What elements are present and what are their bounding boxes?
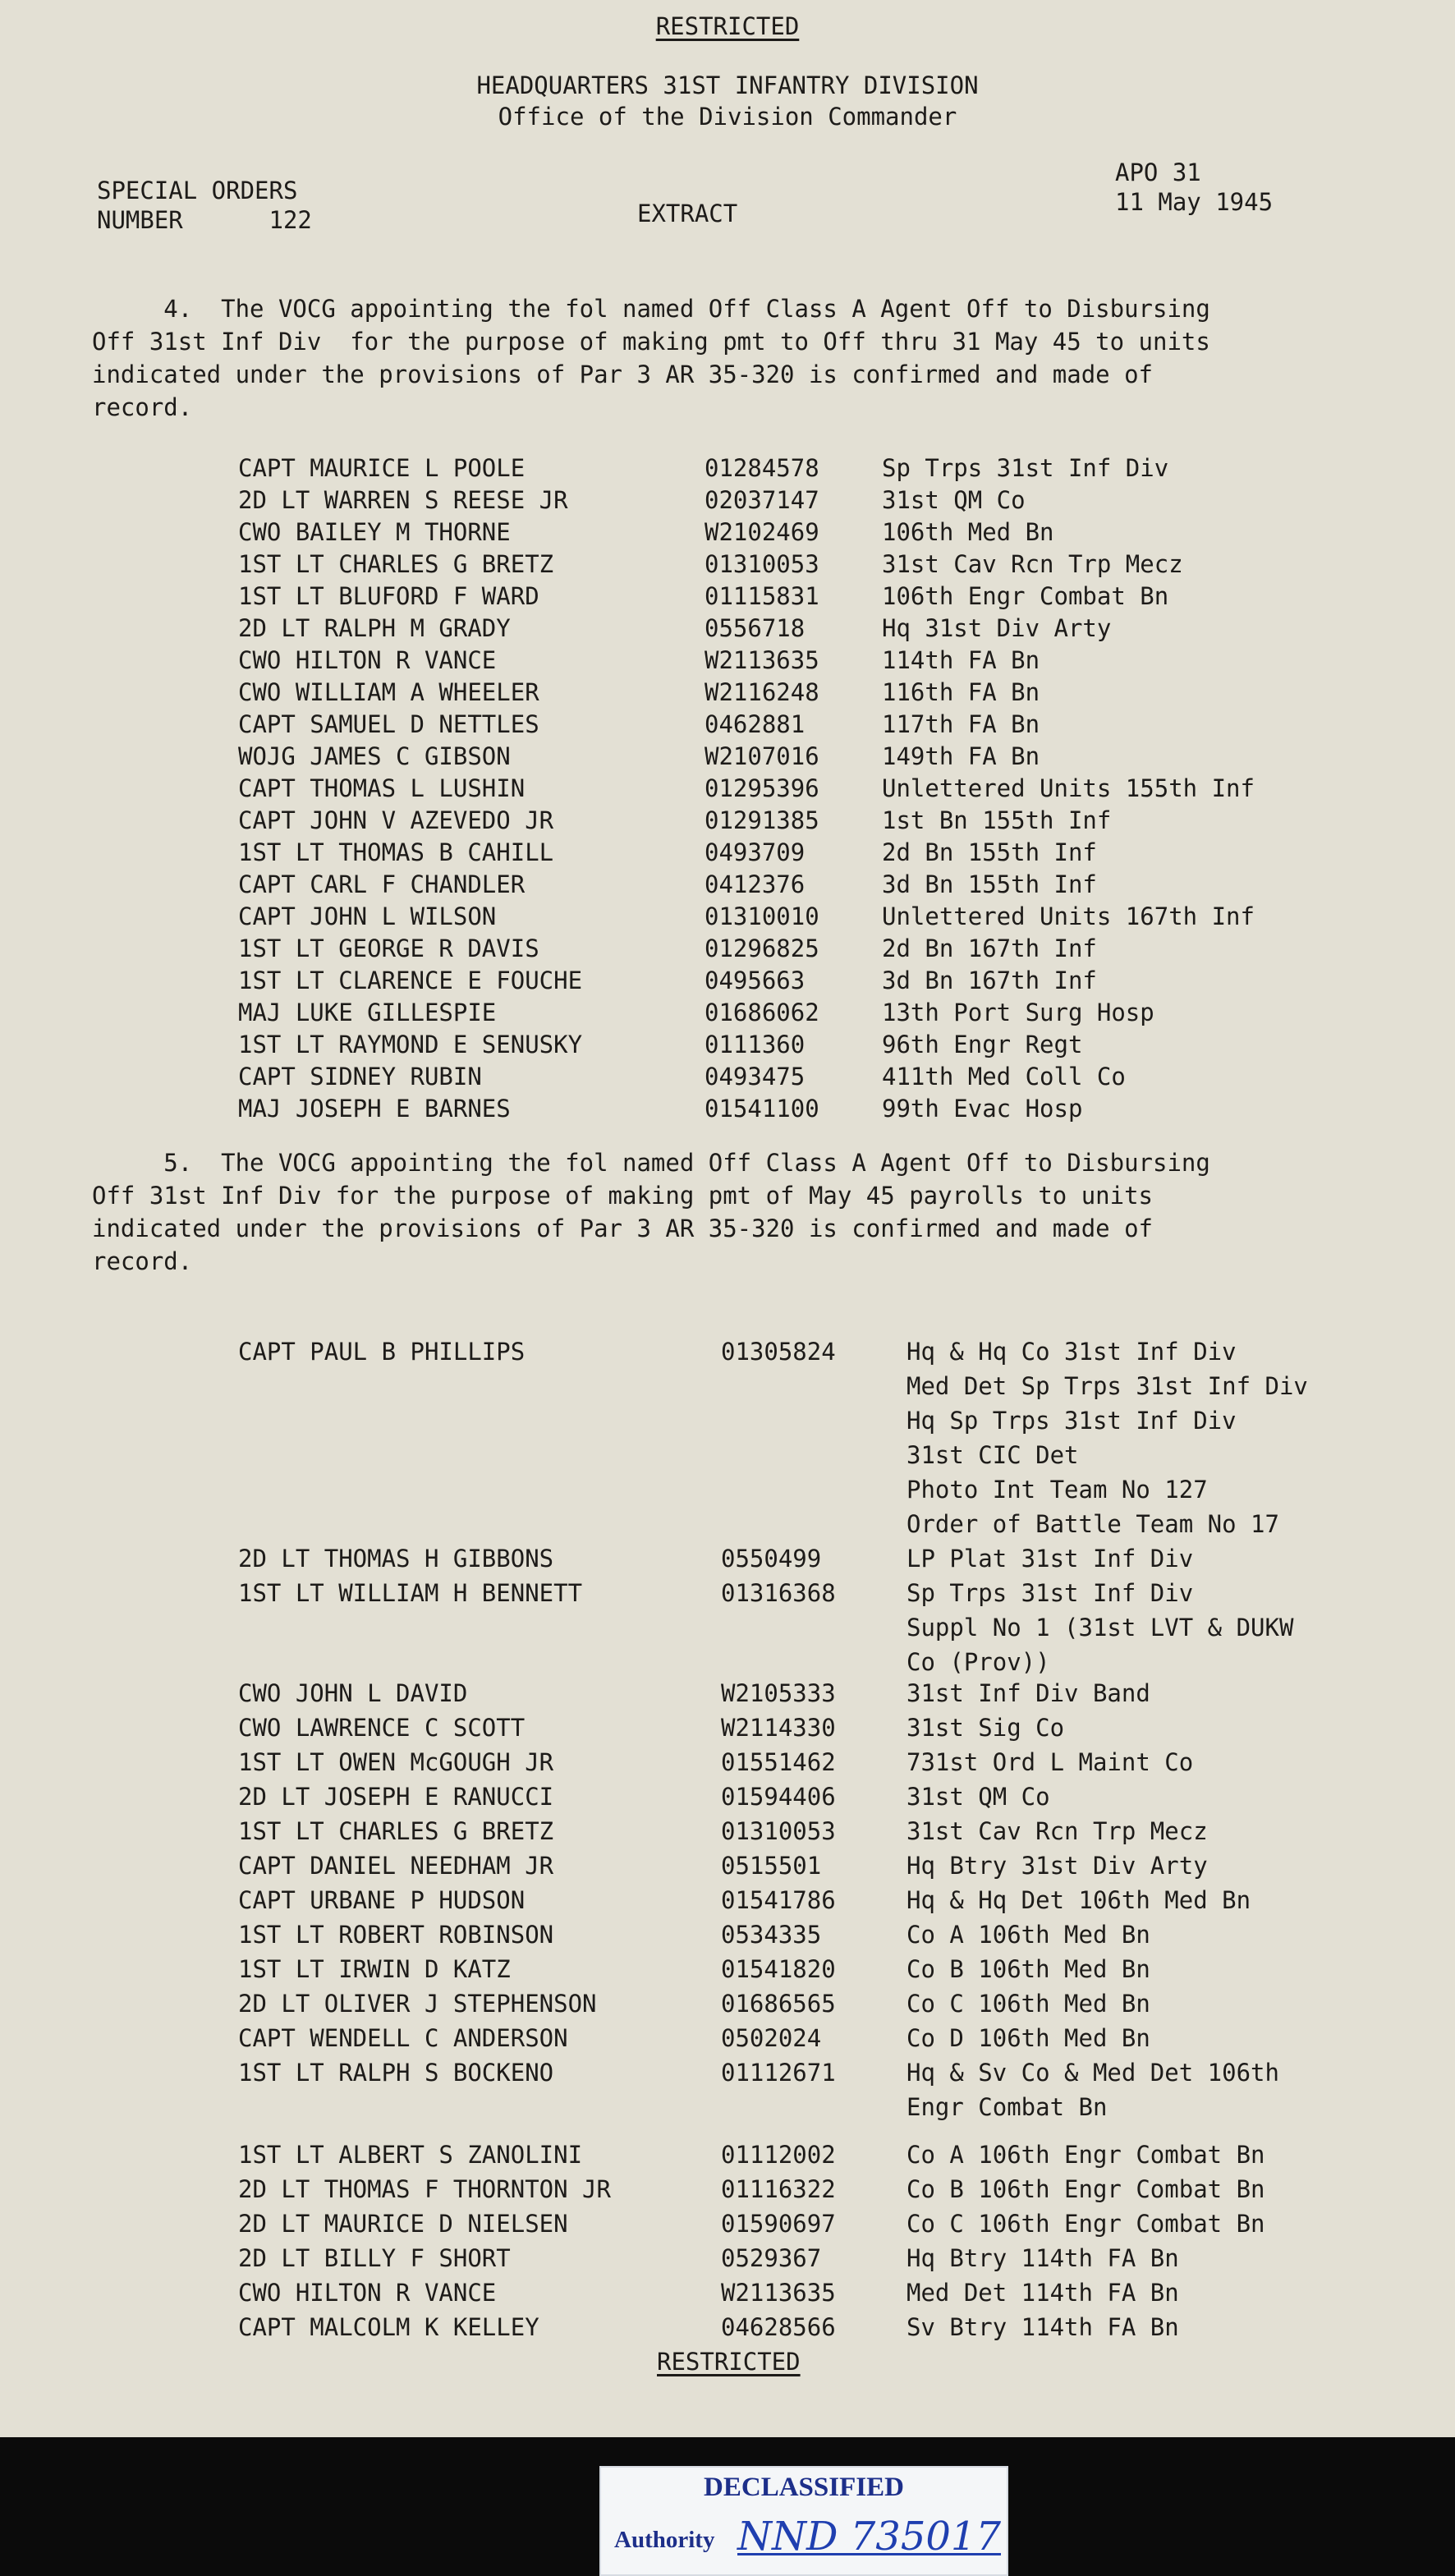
unit-name: Hq & Hq Co 31st Inf Div <box>907 1338 1237 1366</box>
unit-name: Hq Btry 31st Div Arty <box>907 1852 1208 1880</box>
hq-line-2: Office of the Division Commander <box>498 103 957 131</box>
classification-bottom: RESTRICTED <box>657 2348 801 2376</box>
table-row <box>0 2140 1455 2173</box>
unit-name: 31st QM Co <box>882 486 1026 514</box>
table-row <box>0 1613 1455 1646</box>
extract-label: EXTRACT <box>637 200 738 227</box>
unit-name: Engr Combat Bn <box>907 2093 1108 2121</box>
officer-name: WOJG JAMES C GIBSON <box>238 742 511 770</box>
unit-name: Suppl No 1 (31st LVT & DUKW <box>907 1614 1294 1642</box>
table-row <box>0 966 1455 999</box>
unit-name: Co A 106th Med Bn <box>907 1921 1150 1949</box>
table-row <box>0 934 1455 967</box>
officer-name: 2D LT RALPH M GRADY <box>238 614 511 642</box>
officer-name: CAPT MALCOLM K KELLEY <box>238 2313 539 2341</box>
serial-number: 01310053 <box>705 550 819 578</box>
table-row <box>0 2058 1455 2091</box>
table-row <box>0 2278 1455 2311</box>
officer-name: 2D LT THOMAS H GIBBONS <box>238 1545 554 1573</box>
table-row <box>0 806 1455 838</box>
table-row <box>0 1647 1455 1680</box>
serial-number: 01291385 <box>705 806 819 834</box>
serial-number: 0412376 <box>705 870 806 898</box>
unit-name: 31st CIC Det <box>907 1441 1079 1469</box>
serial-number: W2105333 <box>721 1679 836 1707</box>
serial-number: 01112002 <box>721 2141 836 2169</box>
table-row <box>0 870 1455 902</box>
table-row <box>0 1094 1455 1127</box>
serial-number: W2107016 <box>705 742 819 770</box>
officer-name: 1ST LT ALBERT S ZANOLINI <box>238 2141 583 2169</box>
unit-name: Hq Sp Trps 31st Inf Div <box>907 1407 1237 1435</box>
serial-number: 0493475 <box>705 1063 806 1091</box>
unit-name: 114th FA Bn <box>882 646 1040 674</box>
unit-name: Co D 106th Med Bn <box>907 2024 1150 2052</box>
table-row <box>0 1578 1455 1611</box>
serial-number: 0462881 <box>705 710 806 738</box>
serial-number: W2102469 <box>705 518 819 546</box>
officer-name: 1ST LT BLUFORD F WARD <box>238 582 539 610</box>
serial-number: 0550499 <box>721 1545 822 1573</box>
table-row <box>0 1337 1455 1370</box>
serial-number: 0534335 <box>721 1921 822 1949</box>
table-row <box>0 1747 1455 1780</box>
officer-name: CAPT JOHN V AZEVEDO JR <box>238 806 554 834</box>
table-row <box>0 1678 1455 1711</box>
table-row <box>0 2092 1455 2125</box>
unit-name: Hq & Hq Det 106th Med Bn <box>907 1886 1251 1914</box>
unit-name: Hq & Sv Co & Med Det 106th <box>907 2059 1279 2087</box>
unit-name: Hq 31st Div Arty <box>882 614 1112 642</box>
officer-name: CAPT CARL F CHANDLER <box>238 870 526 898</box>
declassified-stamp <box>599 2466 1008 2576</box>
unit-name: Sv Btry 114th FA Bn <box>907 2313 1179 2341</box>
unit-name: 3d Bn 167th Inf <box>882 967 1097 994</box>
table-row <box>0 1030 1455 1063</box>
serial-number: W2113635 <box>721 2279 836 2307</box>
unit-name: 31st QM Co <box>907 1783 1050 1811</box>
officer-name: MAJ LUKE GILLESPIE <box>238 999 497 1026</box>
table-row <box>0 709 1455 742</box>
serial-number: 01115831 <box>705 582 819 610</box>
table-row <box>0 2023 1455 2056</box>
unit-name: 2d Bn 155th Inf <box>882 838 1097 866</box>
unit-name: Co B 106th Med Bn <box>907 1955 1150 1983</box>
officer-name: 1ST LT CHARLES G BRETZ <box>238 550 554 578</box>
unit-name: 411th Med Coll Co <box>882 1063 1126 1091</box>
order-number: NUMBER 122 <box>97 206 312 234</box>
officer-name: CWO BAILEY M THORNE <box>238 518 511 546</box>
table-row <box>0 742 1455 774</box>
serial-number: 0515501 <box>721 1852 822 1880</box>
unit-name: Co B 106th Engr Combat Bn <box>907 2175 1265 2203</box>
unit-name: LP Plat 31st Inf Div <box>907 1545 1194 1573</box>
table-row <box>0 517 1455 550</box>
unit-name: Sp Trps 31st Inf Div <box>907 1579 1194 1607</box>
para5-line-3: indicated under the provisions of Par 3 AR 35-320 is confirmed and made of <box>92 1215 1154 1242</box>
unit-name: Sp Trps 31st Inf Div <box>882 454 1169 482</box>
officer-name: CAPT MAURICE L POOLE <box>238 454 526 482</box>
serial-number: 01686062 <box>705 999 819 1026</box>
officer-name: CAPT SAMUEL D NETTLES <box>238 710 539 738</box>
table-row <box>0 2209 1455 2242</box>
unit-name: Co C 106th Med Bn <box>907 1990 1150 2018</box>
serial-number: 01686565 <box>721 1990 836 2018</box>
unit-name: 31st Inf Div Band <box>907 1679 1150 1707</box>
unit-name: 106th Med Bn <box>882 518 1054 546</box>
serial-number: 01316368 <box>721 1579 836 1607</box>
unit-name: 106th Engr Combat Bn <box>882 582 1169 610</box>
para4-line-4: record. <box>92 393 193 421</box>
serial-number: 0111360 <box>705 1031 806 1058</box>
officer-name: 1ST LT THOMAS B CAHILL <box>238 838 554 866</box>
serial-number: 01590697 <box>721 2210 836 2238</box>
unit-name: 99th Evac Hosp <box>882 1095 1083 1123</box>
officer-name: 1ST LT GEORGE R DAVIS <box>238 934 539 962</box>
para4-line-2: Off 31st Inf Div for the purpose of making pmt to Off thru 31 May 45 to units <box>92 328 1210 356</box>
table-row <box>0 1544 1455 1577</box>
serial-number: 0495663 <box>705 967 806 994</box>
table-row <box>0 902 1455 934</box>
table-row <box>0 2174 1455 2207</box>
table-row <box>0 453 1455 486</box>
officer-name: 1ST LT CLARENCE E FOUCHE <box>238 967 583 994</box>
officer-name: CWO LAWRENCE C SCOTT <box>238 1714 526 1742</box>
officer-name: CAPT SIDNEY RUBIN <box>238 1063 482 1091</box>
serial-number: 01541100 <box>705 1095 819 1123</box>
unit-name: Co (Prov)) <box>907 1648 1050 1676</box>
unit-name: 149th FA Bn <box>882 742 1040 770</box>
table-row <box>0 1475 1455 1508</box>
officer-name: CAPT JOHN L WILSON <box>238 902 497 930</box>
officer-name: 2D LT BILLY F SHORT <box>238 2244 511 2272</box>
officer-name: 2D LT OLIVER J STEPHENSON <box>238 1990 597 2018</box>
officer-name: 1ST LT RAYMOND E SENUSKY <box>238 1031 583 1058</box>
table-row <box>0 613 1455 646</box>
serial-number: 01551462 <box>721 1748 836 1776</box>
unit-name: 3d Bn 155th Inf <box>882 870 1097 898</box>
table-row <box>0 1371 1455 1404</box>
officer-name: CWO WILLIAM A WHEELER <box>238 678 539 706</box>
serial-number: W2113635 <box>705 646 819 674</box>
table-row <box>0 1782 1455 1815</box>
unit-name: 117th FA Bn <box>882 710 1040 738</box>
apo-label: APO 31 <box>1115 158 1201 186</box>
officer-name: CAPT DANIEL NEEDHAM JR <box>238 1852 554 1880</box>
table-row <box>0 1062 1455 1095</box>
table-row <box>0 485 1455 518</box>
officer-name: CWO JOHN L DAVID <box>238 1679 468 1707</box>
serial-number: 01112671 <box>721 2059 836 2087</box>
table-row <box>0 1851 1455 1884</box>
officer-name: 1ST LT ROBERT ROBINSON <box>238 1921 554 1949</box>
serial-number: 01296825 <box>705 934 819 962</box>
hq-line-1: HEADQUARTERS 31ST INFANTRY DIVISION <box>476 71 979 99</box>
serial-number: 0502024 <box>721 2024 822 2052</box>
serial-number: 01594406 <box>721 1783 836 1811</box>
table-row <box>0 2243 1455 2276</box>
para5-line-1: 5. The VOCG appointing the fol named Off Class A Agent Off to Disbursing <box>92 1149 1210 1177</box>
serial-number: 01116322 <box>721 2175 836 2203</box>
para4-line-1: 4. The VOCG appointing the fol named Off Class A Agent Off to Disbursing <box>92 295 1210 323</box>
officer-name: 2D LT THOMAS F THORNTON JR <box>238 2175 611 2203</box>
unit-name: 31st Cav Rcn Trp Mecz <box>882 550 1183 578</box>
officer-name: 2D LT MAURICE D NIELSEN <box>238 2210 568 2238</box>
stamp-title: DECLASSIFIED <box>704 2473 904 2502</box>
unit-name: Unlettered Units 167th Inf <box>882 902 1255 930</box>
serial-number: 0529367 <box>721 2244 822 2272</box>
officer-name: CAPT URBANE P HUDSON <box>238 1886 526 1914</box>
unit-name: 116th FA Bn <box>882 678 1040 706</box>
unit-name: 731st Ord L Maint Co <box>907 1748 1194 1776</box>
officer-name: 1ST LT OWEN McGOUGH JR <box>238 1748 554 1776</box>
para5-line-4: record. <box>92 1247 193 1275</box>
officer-name: CAPT THOMAS L LUSHIN <box>238 774 526 802</box>
unit-name: 96th Engr Regt <box>882 1031 1083 1058</box>
table-row <box>0 581 1455 614</box>
table-row <box>0 1509 1455 1542</box>
serial-number: W2116248 <box>705 678 819 706</box>
stamp-authority-label: Authority <box>614 2527 715 2553</box>
serial-number: 0493709 <box>705 838 806 866</box>
special-orders-label: SPECIAL ORDERS <box>97 177 298 204</box>
table-row <box>0 1954 1455 1987</box>
classification-top: RESTRICTED <box>655 12 800 40</box>
unit-name: Med Det Sp Trps 31st Inf Div <box>907 1372 1308 1400</box>
unit-name: 2d Bn 167th Inf <box>882 934 1097 962</box>
unit-name: Photo Int Team No 127 <box>907 1476 1208 1504</box>
officer-name: 1ST LT WILLIAM H BENNETT <box>238 1579 583 1607</box>
unit-name: 31st Sig Co <box>907 1714 1065 1742</box>
unit-name: Co A 106th Engr Combat Bn <box>907 2141 1265 2169</box>
order-date: 11 May 1945 <box>1115 188 1274 216</box>
officer-name: MAJ JOSEPH E BARNES <box>238 1095 511 1123</box>
table-row <box>0 838 1455 870</box>
serial-number: 01310010 <box>705 902 819 930</box>
table-row <box>0 1920 1455 1953</box>
table-row <box>0 1440 1455 1473</box>
table-row <box>0 1816 1455 1849</box>
unit-name: Unlettered Units 155th Inf <box>882 774 1255 802</box>
officer-name: CAPT WENDELL C ANDERSON <box>238 2024 568 2052</box>
table-row <box>0 645 1455 678</box>
unit-name: 31st Cav Rcn Trp Mecz <box>907 1817 1208 1845</box>
table-row <box>0 1885 1455 1918</box>
officer-name: 2D LT WARREN S REESE JR <box>238 486 568 514</box>
officer-name: CWO HILTON R VANCE <box>238 646 497 674</box>
para4-line-3: indicated under the provisions of Par 3 AR 35-320 is confirmed and made of <box>92 360 1154 388</box>
table-row <box>0 677 1455 710</box>
table-row <box>0 998 1455 1031</box>
unit-name: 1st Bn 155th Inf <box>882 806 1112 834</box>
table-row <box>0 1989 1455 2022</box>
serial-number: 01541820 <box>721 1955 836 1983</box>
serial-number: 01284578 <box>705 454 819 482</box>
serial-number: 02037147 <box>705 486 819 514</box>
officer-name: CWO HILTON R VANCE <box>238 2279 497 2307</box>
officer-name: 1ST LT CHARLES G BRETZ <box>238 1817 554 1845</box>
serial-number: 01305824 <box>721 1338 836 1366</box>
table-row <box>0 2312 1455 2345</box>
serial-number: 04628566 <box>721 2313 836 2341</box>
serial-number: 01310053 <box>721 1817 836 1845</box>
para5-line-2: Off 31st Inf Div for the purpose of making pmt of May 45 payrolls to units <box>92 1182 1154 1210</box>
officer-name: 1ST LT IRWIN D KATZ <box>238 1955 511 1983</box>
unit-name: Med Det 114th FA Bn <box>907 2279 1179 2307</box>
serial-number: 0556718 <box>705 614 806 642</box>
table-row <box>0 1406 1455 1439</box>
serial-number: 01295396 <box>705 774 819 802</box>
table-row <box>0 1713 1455 1746</box>
officer-name: 1ST LT RALPH S BOCKENO <box>238 2059 554 2087</box>
unit-name: Order of Battle Team No 17 <box>907 1510 1279 1538</box>
officer-name: CAPT PAUL B PHILLIPS <box>238 1338 526 1366</box>
unit-name: Co C 106th Engr Combat Bn <box>907 2210 1265 2238</box>
table-row <box>0 549 1455 582</box>
unit-name: Hq Btry 114th FA Bn <box>907 2244 1179 2272</box>
stamp-authority-number: NND 735017 <box>737 2514 1001 2560</box>
unit-name: 13th Port Surg Hosp <box>882 999 1154 1026</box>
serial-number: W2114330 <box>721 1714 836 1742</box>
serial-number: 01541786 <box>721 1886 836 1914</box>
officer-name: 2D LT JOSEPH E RANUCCI <box>238 1783 554 1811</box>
table-row <box>0 774 1455 806</box>
